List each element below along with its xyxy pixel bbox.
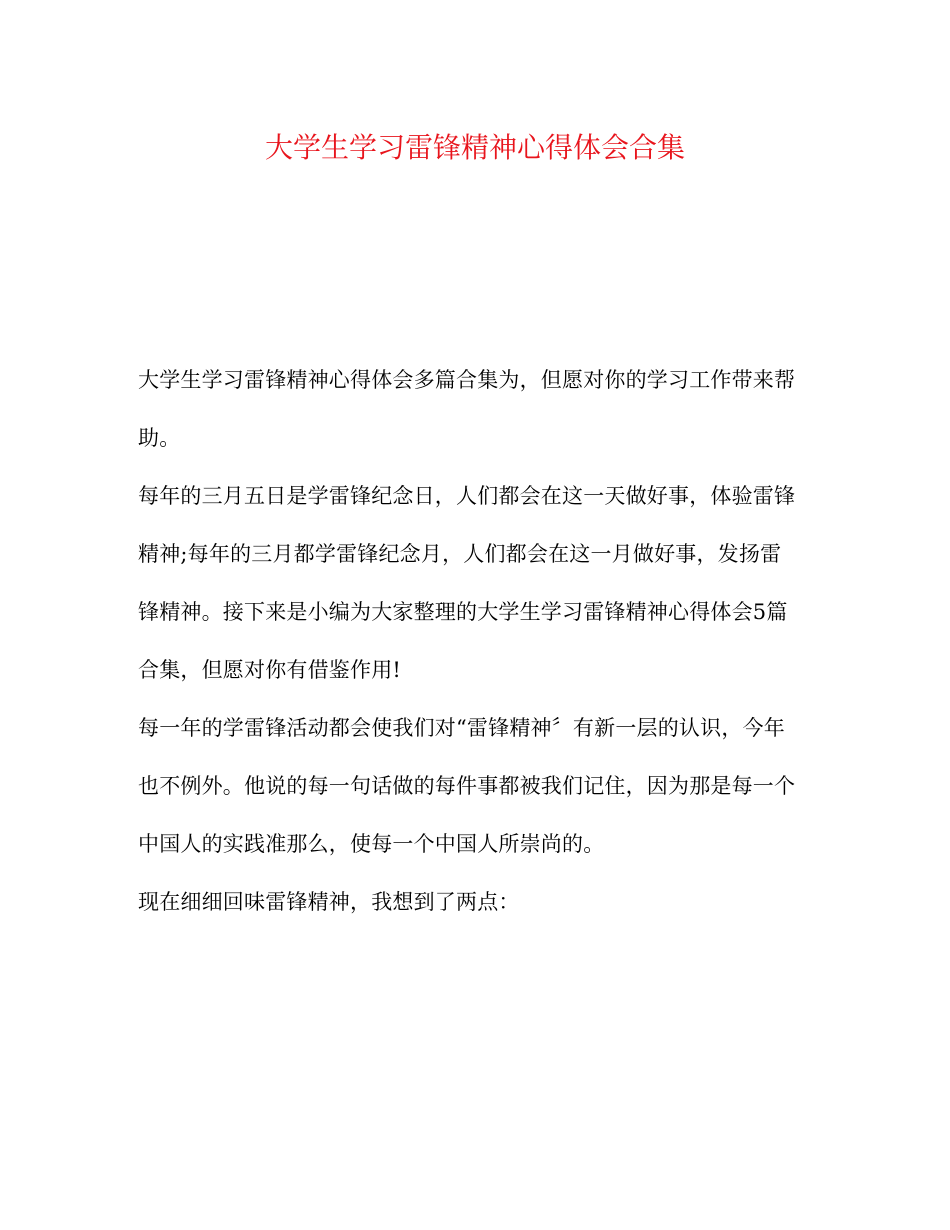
body-line: 也不例外。他说的每一句话做的每件事都被我们记住，因为那是每一个 [138,774,796,798]
body-line: 中国人的实践准那么，使每一个中国人所崇尚的。 [138,832,605,856]
body-line: 大学生学习雷锋精神心得体会多篇合集为，但愿对你的学习工作带来帮 [138,368,796,392]
body-line: 每年的三月五日是学雷锋纪念日，人们都会在这一天做好事，体验雷锋 [138,484,796,508]
document-body [138,356,814,936]
body-line: 现在细细回味雷锋精神，我想到了两点： [138,890,520,914]
body-line: 合集，但愿对你有借鉴作用! [138,658,402,682]
body-line: 精神;每年的三月都学雷锋纪念月，人们都会在这一月做好事，发扬雷 [138,542,782,566]
body-line: 锋精神。接下来是小编为大家整理的大学生学习雷锋精神心得体会5篇 [138,600,788,624]
body-line: 每一年的学雷锋活动都会使我们对“雷锋精神〞有新一层的认识，今年 [138,716,785,740]
document-title: 大学生学习雷锋精神心得体会合集 [264,131,685,164]
body-line: 助。 [138,426,181,450]
